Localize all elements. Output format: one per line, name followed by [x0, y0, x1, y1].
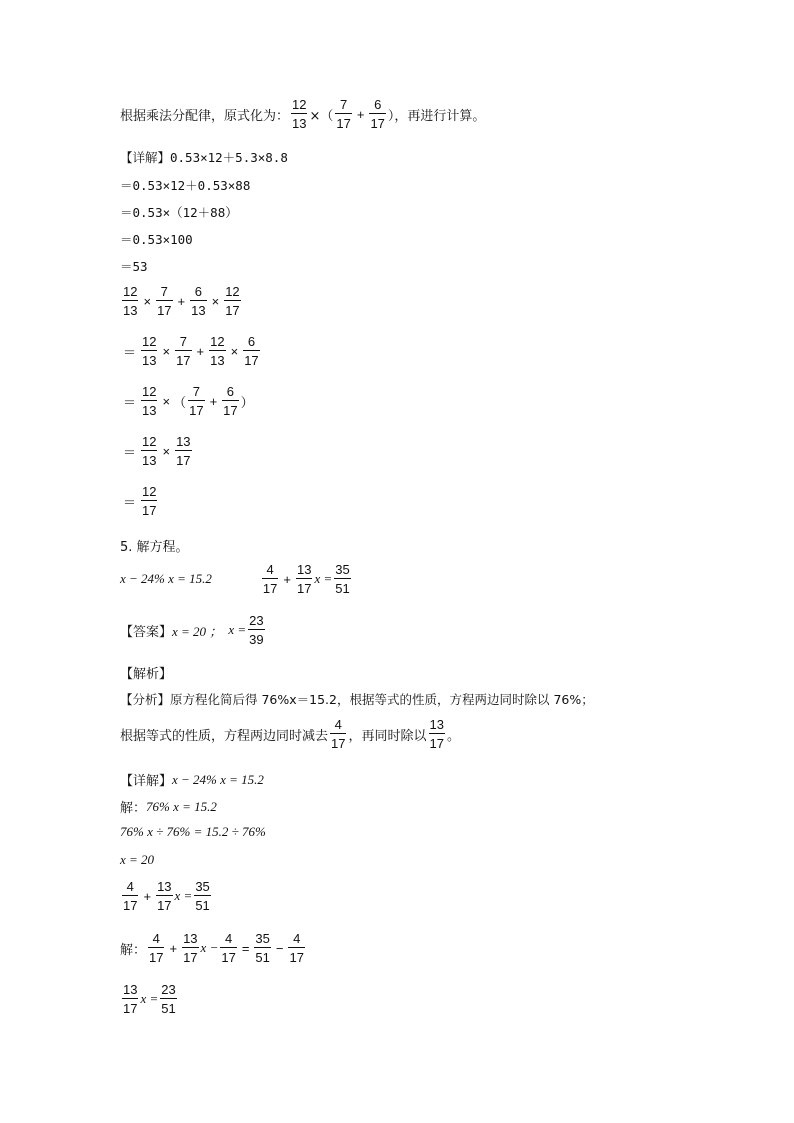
- equation-1: x − 24% x = 15.2: [120, 571, 212, 586]
- detail1-step: ＝0.53×（12＋88）: [120, 205, 238, 220]
- detail2-step: 解： 76% x = 15.2: [120, 798, 217, 816]
- analysis-line-2: 根据等式的性质，方程两边同时减去 $\frac{4}{17}$ ，再同时除以 $\frac{13}{17}$ 。: [120, 717, 460, 751]
- intro-suffix: ），再进行计算。: [387, 108, 486, 124]
- detail2-label-line: 【详解】 x − 24% x = 15.2: [120, 771, 264, 789]
- analysis-line-1: 【分析】原方程化简后得 76%x＝15.2，根据等式的性质，方程两边同时除以 76%；: [120, 692, 594, 707]
- answer-line: 【答案】 x = 20 ； x = $\frac{23}{39}$: [120, 613, 264, 647]
- frac-calc-line: ＝ $\frac{12}{13}$ × $\frac{13}{17}$: [123, 434, 191, 468]
- detail1-label: 【详解】0.53×12＋5.3×8.8: [120, 150, 288, 165]
- fraction: $\frac{7}{17}$: [336, 97, 351, 131]
- detail2-step: 解： $\frac{4}{17}$ + $\frac{13}{17}$ x − $\frac{4}{17}$ = $\frac{35}{51}$ − $\frac{4}{17}$: [120, 931, 304, 965]
- detail1-step: ＝53: [120, 259, 148, 274]
- detail1-step: ＝0.53×100: [120, 232, 193, 247]
- times-paren: ×（: [309, 108, 334, 124]
- fraction: $\frac{12}{13}$: [292, 97, 307, 131]
- frac-calc-line: ＝ $\frac{12}{17}$: [123, 484, 157, 518]
- detail2-step: 76% x ÷ 76% = 15.2 ÷ 76%: [120, 824, 266, 839]
- detail2-step: x = 20: [120, 852, 155, 867]
- intro-line: 根据乘法分配律，原式化为： $\frac{12}{13}$ ×（ $\frac{7}{17}$ + $\frac{6}{17}$ ），再进行计算。: [120, 97, 486, 131]
- detail2-equation-2: $\frac{4}{17}$ + $\frac{13}{17}$ x = $\frac{35}{51}$: [123, 879, 210, 913]
- fraction: $\frac{6}{17}$: [370, 97, 385, 131]
- analysis-label: 【解析】: [120, 667, 173, 682]
- detail2-step: $\frac{13}{17}$ x = $\frac{23}{51}$: [123, 982, 176, 1016]
- frac-calc-line: ＝ $\frac{12}{13}$ × （ $\frac{7}{17}$ + $\frac{6}{17}$ ）: [123, 384, 254, 418]
- intro-prefix: 根据乘法分配律，原式化为：: [120, 108, 290, 124]
- frac-calc-line: ＝ $\frac{12}{13}$ × $\frac{7}{17}$ + $\frac{12}{13}$ × $\frac{6}{17}$: [123, 334, 259, 368]
- frac-calc-line: $\frac{12}{13}$ × $\frac{7}{17}$ + $\frac{6}{13}$ × $\frac{12}{17}$: [123, 284, 240, 318]
- question-5-title: 5. 解方程。: [120, 540, 189, 555]
- question-5-equations: x − 24% x = 15.2 $\frac{4}{17}$ + $\frac{13}{17}$ x = $\frac{35}{51}$: [120, 562, 350, 596]
- answer-label: 【答案】: [120, 624, 173, 640]
- detail1-step: ＝0.53×12＋0.53×88: [120, 178, 251, 193]
